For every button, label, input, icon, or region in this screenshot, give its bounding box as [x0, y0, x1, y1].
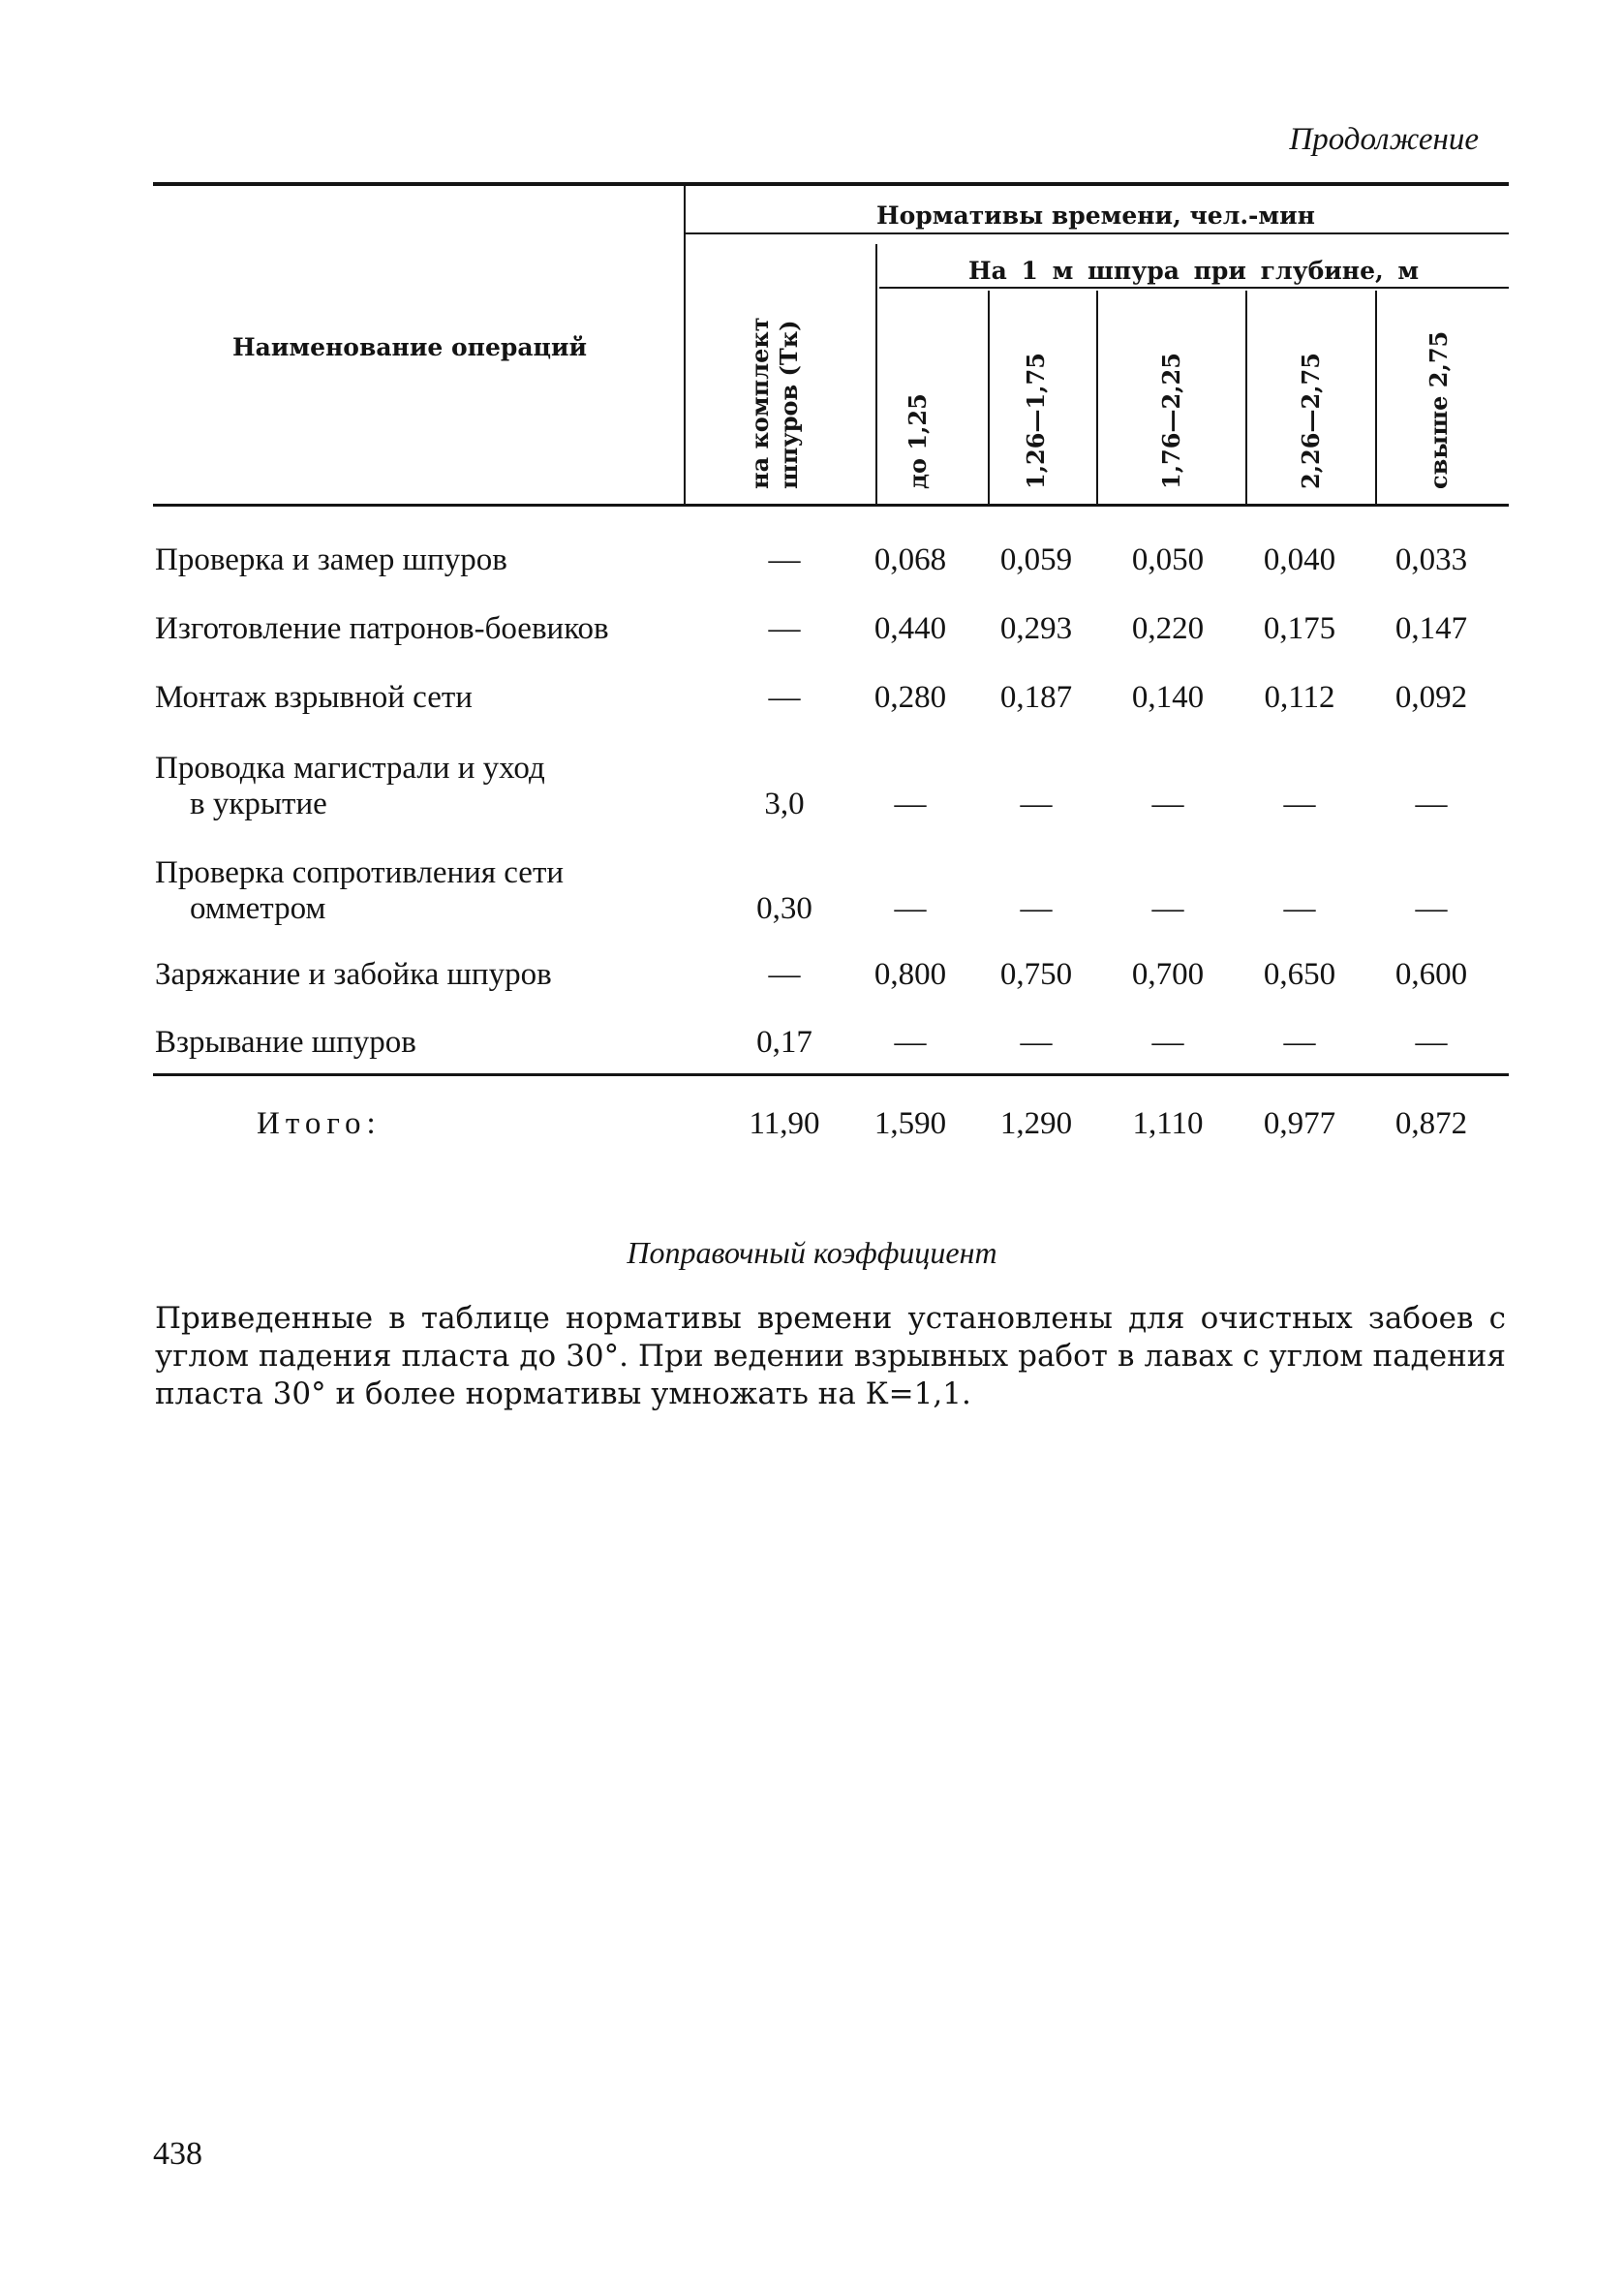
correction-title: Поправочный коэффициент: [627, 1235, 997, 1270]
col-divider-depth-4: [1375, 291, 1377, 504]
header-per-set: на комплект шпуров (Тк): [746, 317, 803, 489]
total-value: 1,590: [873, 1106, 947, 1141]
set-value: —: [768, 542, 801, 577]
norms-rule: [686, 232, 1509, 234]
depth-value: 0,700: [1131, 957, 1205, 992]
total-value: 0,872: [1394, 1106, 1468, 1141]
operation-name-line-1: Проверка сопротивления сети: [155, 855, 565, 890]
col-divider-depth-2: [1096, 291, 1098, 504]
total-value: 1,110: [1132, 1106, 1204, 1141]
set-value: —: [768, 957, 801, 992]
depth-value: —: [1151, 787, 1184, 821]
depth-value: 0,175: [1263, 611, 1336, 646]
operation-name: Заряжание и забойка шпуров: [155, 957, 552, 992]
depth-value: —: [1020, 1025, 1053, 1060]
set-value: 3,0: [764, 787, 805, 821]
header-bottom-rule: [153, 504, 1509, 507]
depth-value: 0,140: [1131, 680, 1205, 715]
depth-value: —: [1283, 891, 1316, 926]
depth-value: —: [1283, 1025, 1316, 1060]
depth-value: 0,800: [873, 957, 947, 992]
header-depth-1: до 1,25: [904, 393, 932, 489]
table-top-rule: [153, 182, 1509, 186]
depth-value: —: [894, 787, 927, 821]
set-value: 0,17: [756, 1025, 812, 1060]
depth-value: —: [894, 1025, 927, 1060]
header-norms: Нормативы времени, чел.-мин: [876, 201, 1315, 230]
total-value: 0,977: [1263, 1106, 1336, 1141]
depth-value: —: [1415, 891, 1448, 926]
depth-value: 0,059: [999, 542, 1073, 577]
total-set-value: 11,90: [749, 1106, 820, 1141]
operation-name-line-2: омметром: [190, 891, 326, 926]
depth-value: 0,650: [1263, 957, 1336, 992]
total-rule: [153, 1073, 1509, 1076]
depth-value: 0,187: [999, 680, 1073, 715]
col-divider-set: [875, 244, 877, 504]
total-label: Итого:: [257, 1106, 382, 1141]
depth-value: —: [1415, 787, 1448, 821]
col-divider-depth-3: [1245, 291, 1247, 504]
operation-name: Проверка и замер шпуров: [155, 542, 507, 577]
depth-value: 0,112: [1264, 680, 1335, 715]
set-value: —: [768, 611, 801, 646]
operation-name: Монтаж взрывной сети: [155, 680, 473, 715]
depth-value: 0,220: [1131, 611, 1205, 646]
operation-name: [155, 751, 545, 822]
depth-value: 0,600: [1394, 957, 1468, 992]
header-depth-3: 1,76—2,25: [1157, 353, 1185, 489]
set-value: —: [768, 680, 801, 715]
depth-value: 0,050: [1131, 542, 1205, 577]
total-value: 1,290: [999, 1106, 1073, 1141]
depth-value: 0,750: [999, 957, 1073, 992]
correction-text: Приведенные в таблице нормативы времени установлены для очистных забоев с углом падения пласта до 30°. При ведении взрывных работ в лавах с углом падения пласта 30° и более нормативы умножать на К=1,1.: [155, 1301, 1506, 1411]
set-value: 0,30: [756, 891, 812, 926]
depth-value: —: [1283, 787, 1316, 821]
depth-value: —: [894, 891, 927, 926]
operation-name: Взрывание шпуров: [155, 1025, 416, 1060]
header-depth-2: 1,26—1,75: [1022, 353, 1050, 489]
header-per-meter: На 1 м шпура при глубине, м: [968, 257, 1420, 285]
depth-value: 0,293: [999, 611, 1073, 646]
header-depth-5: свыше 2,75: [1425, 330, 1453, 489]
col-divider-operation: [684, 186, 686, 504]
continuation-label: Продолжение: [1289, 122, 1479, 157]
depth-value: 0,147: [1394, 611, 1468, 646]
operation-name-line-2: в укрытие: [190, 787, 327, 821]
depth-value: 0,040: [1263, 542, 1336, 577]
per-meter-rule: [879, 287, 1509, 289]
depth-value: —: [1020, 787, 1053, 821]
depth-value: —: [1151, 1025, 1184, 1060]
page-number: 438: [153, 2136, 202, 2172]
depth-value: 0,068: [873, 542, 947, 577]
operation-name-line-1: Проводка магистрали и уход: [155, 751, 545, 786]
operation-name: [155, 855, 564, 927]
depth-value: —: [1020, 891, 1053, 926]
depth-value: 0,092: [1394, 680, 1468, 715]
depth-value: 0,033: [1394, 542, 1468, 577]
col-divider-depth-1: [988, 291, 990, 504]
header-operation: Наименование операций: [232, 333, 588, 361]
depth-value: 0,280: [873, 680, 947, 715]
depth-value: 0,440: [873, 611, 947, 646]
depth-value: —: [1415, 1025, 1448, 1060]
operation-name: Изготовление патронов-боевиков: [155, 611, 609, 646]
depth-value: —: [1151, 891, 1184, 926]
header-depth-4: 2,26—2,75: [1297, 353, 1325, 489]
